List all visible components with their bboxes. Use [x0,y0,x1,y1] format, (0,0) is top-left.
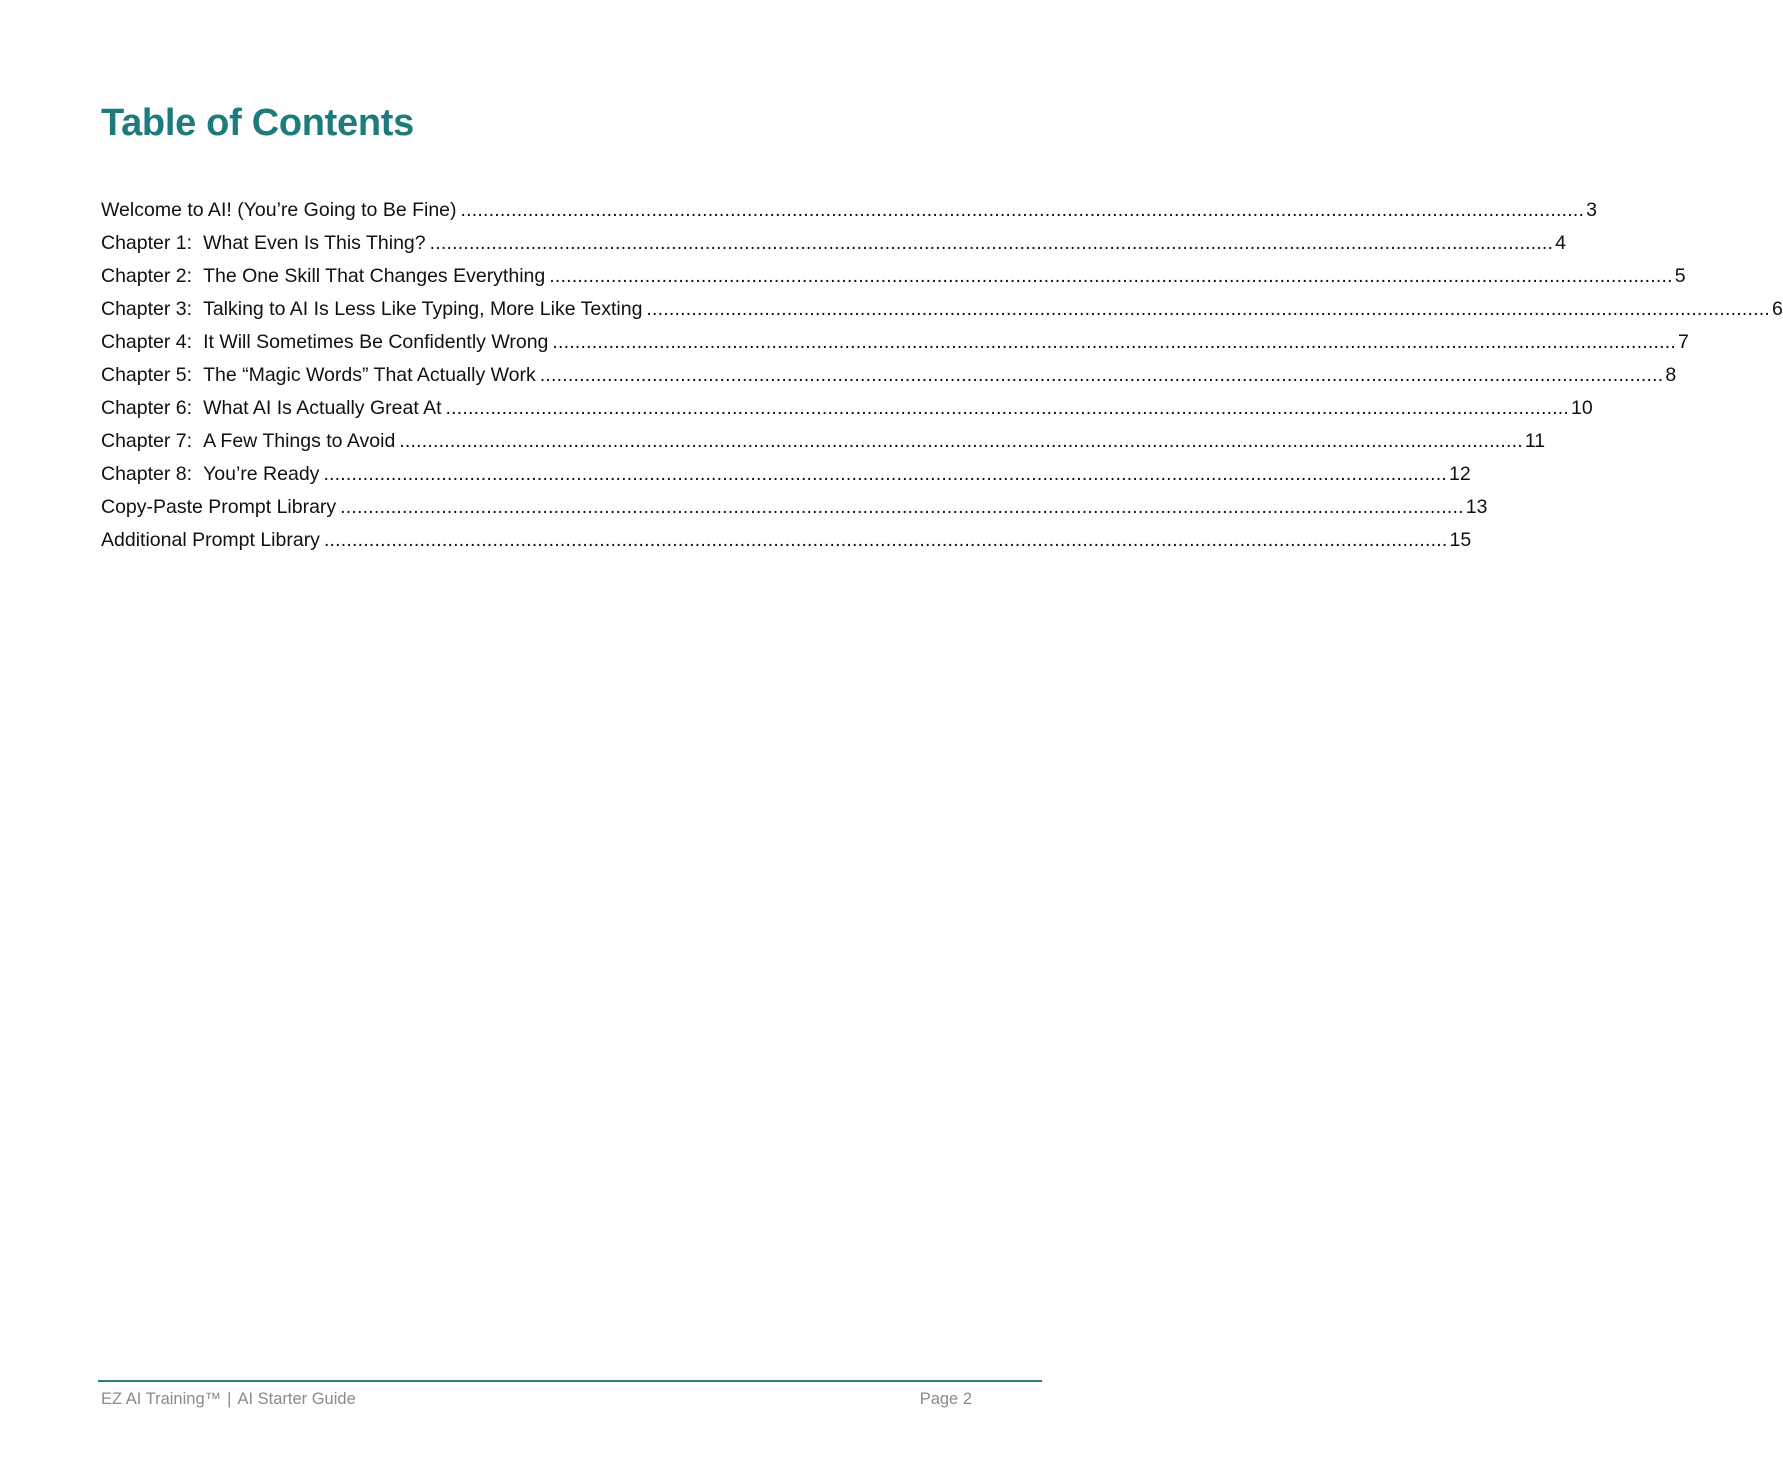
footer-separator: | [227,1390,232,1408]
toc-entry-title: The “Magic Words” That Actually Work [203,364,536,386]
toc-entry-page: 15 [1449,529,1472,551]
toc-entry-label [101,260,545,293]
toc-list [101,194,1783,557]
toc-entry-label [101,194,457,227]
toc-entry-title: What Even Is This Thing? [203,232,426,254]
toc-entry-title: Additional Prompt Library [101,529,320,551]
toc-entry[interactable] [101,194,1597,227]
toc-entry-page: 4 [1555,232,1567,254]
toc-entry-page: 7 [1677,331,1689,353]
toc-leader-dots: ........................................................................................................................................................................................................ [549,265,1673,287]
toc-entry-label [101,524,320,557]
toc-entry-page: 8 [1665,364,1677,386]
toc-leader-dots: ........................................................................................................................................................................................................ [539,364,1664,386]
toc-entry-page: 5 [1674,265,1686,287]
toc-entry-label [101,458,319,491]
toc-entry-title: A Few Things to Avoid [203,430,396,452]
toc-leader-dots: ........................................................................................................................................................................................................ [646,298,1770,320]
toc-entry-prefix: Chapter 1: [101,232,193,254]
toc-entry-prefix: Chapter 7: [101,430,193,452]
footer-divider [98,1380,1042,1382]
toc-entry[interactable] [101,491,1488,524]
footer-page-number: Page 2 [919,1390,972,1408]
toc-entry[interactable] [101,326,1689,359]
toc-entry[interactable] [101,425,1546,458]
toc-entry-label [101,359,536,392]
toc-entry-prefix: Chapter 8: [101,463,193,485]
toc-entry-prefix: Chapter 2: [101,265,193,287]
toc-entry-title: Copy-Paste Prompt Library [101,496,337,518]
toc-entry[interactable] [101,458,1471,491]
toc-leader-dots: ........................................................................................................................................................................................................ [340,496,1464,518]
toc-entry-label [101,227,426,260]
toc-entry-label [101,326,548,359]
toc-leader-dots: ........................................................................................................................................................................................................ [460,199,1585,221]
footer-branding [101,1388,356,1410]
toc-entry-page: 3 [1586,199,1597,221]
toc-entry-label [101,491,336,524]
toc-entry-title: You’re Ready [203,463,320,485]
toc-entry-prefix: Chapter 5: [101,364,193,386]
toc-entry[interactable] [101,359,1677,392]
toc-leader-dots: ........................................................................................................................................................................................................ [323,529,1448,551]
toc-entry-title: The One Skill That Changes Everything [203,265,546,287]
toc-leader-dots: ........................................................................................................................................................................................................ [399,430,1523,452]
toc-leader-dots: ........................................................................................................................................................................................................ [323,463,1447,485]
toc-entry-title: Talking to AI Is Less Like Typing, More Like Texting [203,298,643,320]
footer-guide-name: AI Starter Guide [237,1390,356,1408]
toc-entry-title: Welcome to AI! (You’re Going to Be Fine) [101,199,457,221]
toc-entry[interactable] [101,293,1783,326]
toc-entry-title: It Will Sometimes Be Confidently Wrong [203,331,549,353]
toc-leader-dots: ........................................................................................................................................................................................................ [429,232,1554,254]
toc-entry[interactable] [101,392,1593,425]
toc-entry-title: What AI Is Actually Great At [203,397,442,419]
toc-entry-page: 13 [1465,496,1488,518]
toc-leader-dots: ........................................................................................................................................................................................................ [445,397,1570,419]
toc-entry-label [101,293,642,326]
toc-leader-dots: ........................................................................................................................................................................................................ [552,331,1676,353]
toc-entry[interactable] [101,524,1472,557]
toc-entry-label [101,425,395,458]
toc-entry[interactable] [101,227,1567,260]
toc-entry-prefix: Chapter 3: [101,298,193,320]
toc-entry[interactable] [101,260,1686,293]
toc-entry-label [101,392,442,425]
toc-entry-page: 11 [1524,430,1546,452]
toc-entry-page: 6 [1771,298,1783,320]
toc-entry-prefix: Chapter 6: [101,397,193,419]
toc-entry-page: 10 [1571,397,1593,419]
toc-entry-page: 12 [1448,463,1471,485]
footer-brand: EZ AI Training™ [101,1390,222,1408]
toc-entry-prefix: Chapter 4: [101,331,193,353]
page-title: Table of Contents [101,102,414,144]
